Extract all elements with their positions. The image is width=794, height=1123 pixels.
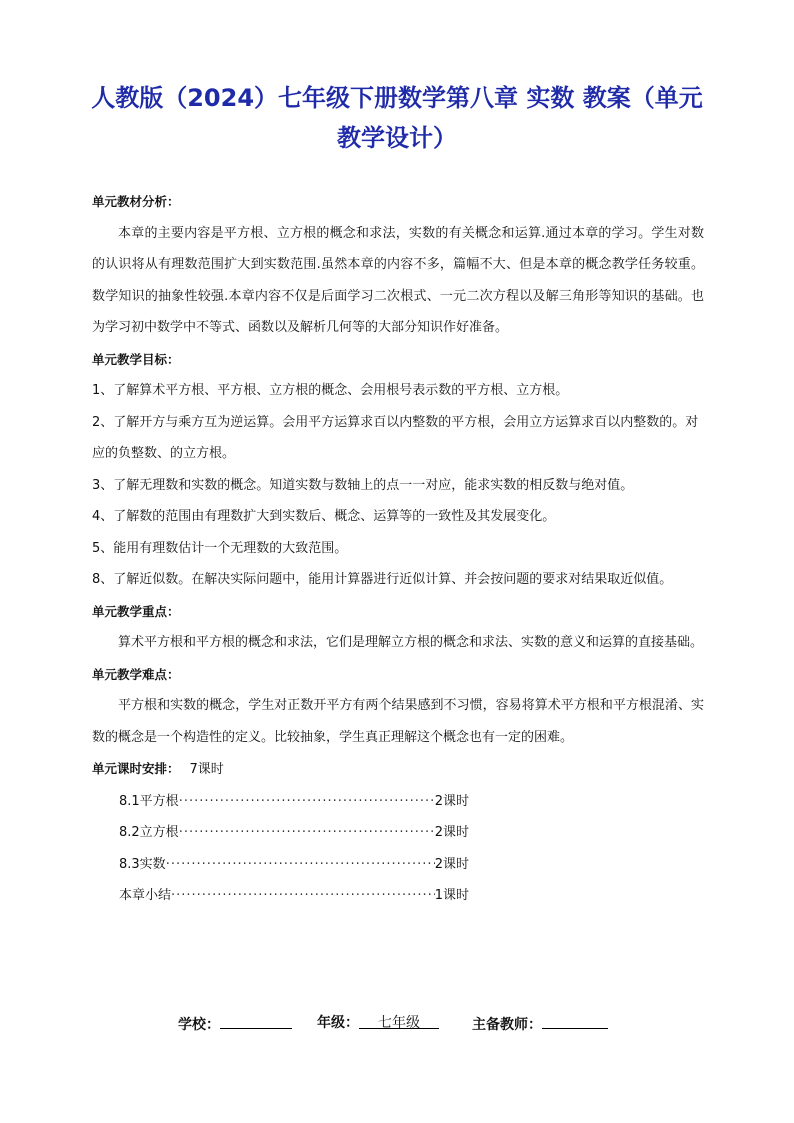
goals-heading: 单元教学目标： — [92, 351, 180, 367]
analysis-heading: 单元教材分析： — [92, 194, 180, 209]
schedule-item-hours: 2课时 — [434, 793, 469, 809]
teacher-label: 主备教师： — [472, 1017, 542, 1033]
schedule-heading: 单元课时安排： — [92, 761, 180, 776]
schedule-item-hours: 1课时 — [434, 888, 469, 903]
schedule-item-hours: 2课时 — [434, 856, 469, 872]
schedule-line — [92, 753, 704, 786]
document-title: 人教版（2024）七年级下册数学第八章 实数 教案（单元教学设计） — [91, 84, 703, 152]
signature-footer — [178, 1012, 638, 1034]
schedule-list — [92, 786, 704, 912]
school-field — [178, 1012, 292, 1034]
teacher-blank — [542, 1012, 608, 1029]
schedule-item-name: 8.1平方根 — [119, 793, 179, 809]
schedule-item-name: 本章小结 — [119, 888, 172, 903]
goal-item: 3、了解无理数和实数的概念。知道实数与数轴上的点一一对应，能求实数的相反数与绝对值。 — [92, 477, 634, 493]
goal-item: 8、了解近似数。在解决实际问题中，能用计算器进行近似计算、并会按问题的要求对结果取近似值。 — [92, 572, 673, 587]
goal-item: 1、了解算术平方根、平方根、立方根的概念、会用根号表示数的平方根、立方根。 — [92, 383, 569, 398]
goal-item: 5、能用有理数估计一个无理数的大致范围。 — [92, 540, 348, 556]
leader-dots — [179, 817, 435, 849]
grade-field — [317, 1012, 439, 1034]
difficulty-paragraph: 平方根和实数的概念，学生对正数开平方有两个结果感到不习惯，容易将算术平方根和平方根混淆、实数的概念是一个构造性的定义。比较抽象，学生真正理解这个概念也有一定的困难。 — [92, 698, 704, 745]
schedule-item — [119, 786, 469, 818]
schedule-item-hours: 2课时 — [434, 825, 469, 840]
schedule-total: 7课时 — [189, 762, 224, 777]
analysis-paragraph: 本章的主要内容是平方根、立方根的概念和求法，实数的有关概念和运算.通过本章的学习。学生对数的认识将从有理数范围扩大到实数范围.虽然本章的内容不多，篇幅不大、但是本章的概念教学任务较重。数学知识的抽象性较强.本章内容不仅是后面学习二次根式、一元二次方程以及解三角形等知识的基础。也为学习初中数学中不等式、函数以及解析几何等的大部分知识作好准备。 — [92, 225, 704, 335]
grade-value: 七年级 — [359, 1012, 439, 1029]
schedule-item — [119, 849, 469, 881]
schedule-item — [119, 880, 469, 912]
teacher-field — [472, 1012, 608, 1034]
leader-dots — [171, 880, 435, 912]
goal-item: 4、了解数的范围由有理数扩大到实数后、概念、运算等的一致性及其发展变化。 — [92, 509, 556, 524]
schedule-item-name: 8.2立方根 — [119, 825, 179, 840]
leader-dots — [166, 849, 435, 881]
difficulty-heading: 单元教学难点： — [92, 666, 180, 682]
schedule-item-name: 8.3实数 — [119, 856, 166, 872]
key-points-paragraph: 算术平方根和平方根的概念和求法，它们是理解立方根的概念和求法、实数的意义和运算的直接基础。 — [118, 635, 704, 650]
document-body — [92, 186, 704, 912]
grade-label: 年级： — [317, 1015, 359, 1031]
school-blank — [220, 1012, 292, 1029]
schedule-item — [119, 817, 469, 849]
leader-dots — [179, 786, 435, 818]
goal-item: 2、了解开方与乘方互为逆运算。会用平方运算求百以内整数的平方根，会用立方运算求百以内整数的。对应的负整数、的立方根。 — [92, 414, 699, 461]
key-points-heading: 单元教学重点： — [92, 603, 180, 619]
school-label: 学校： — [178, 1017, 220, 1033]
